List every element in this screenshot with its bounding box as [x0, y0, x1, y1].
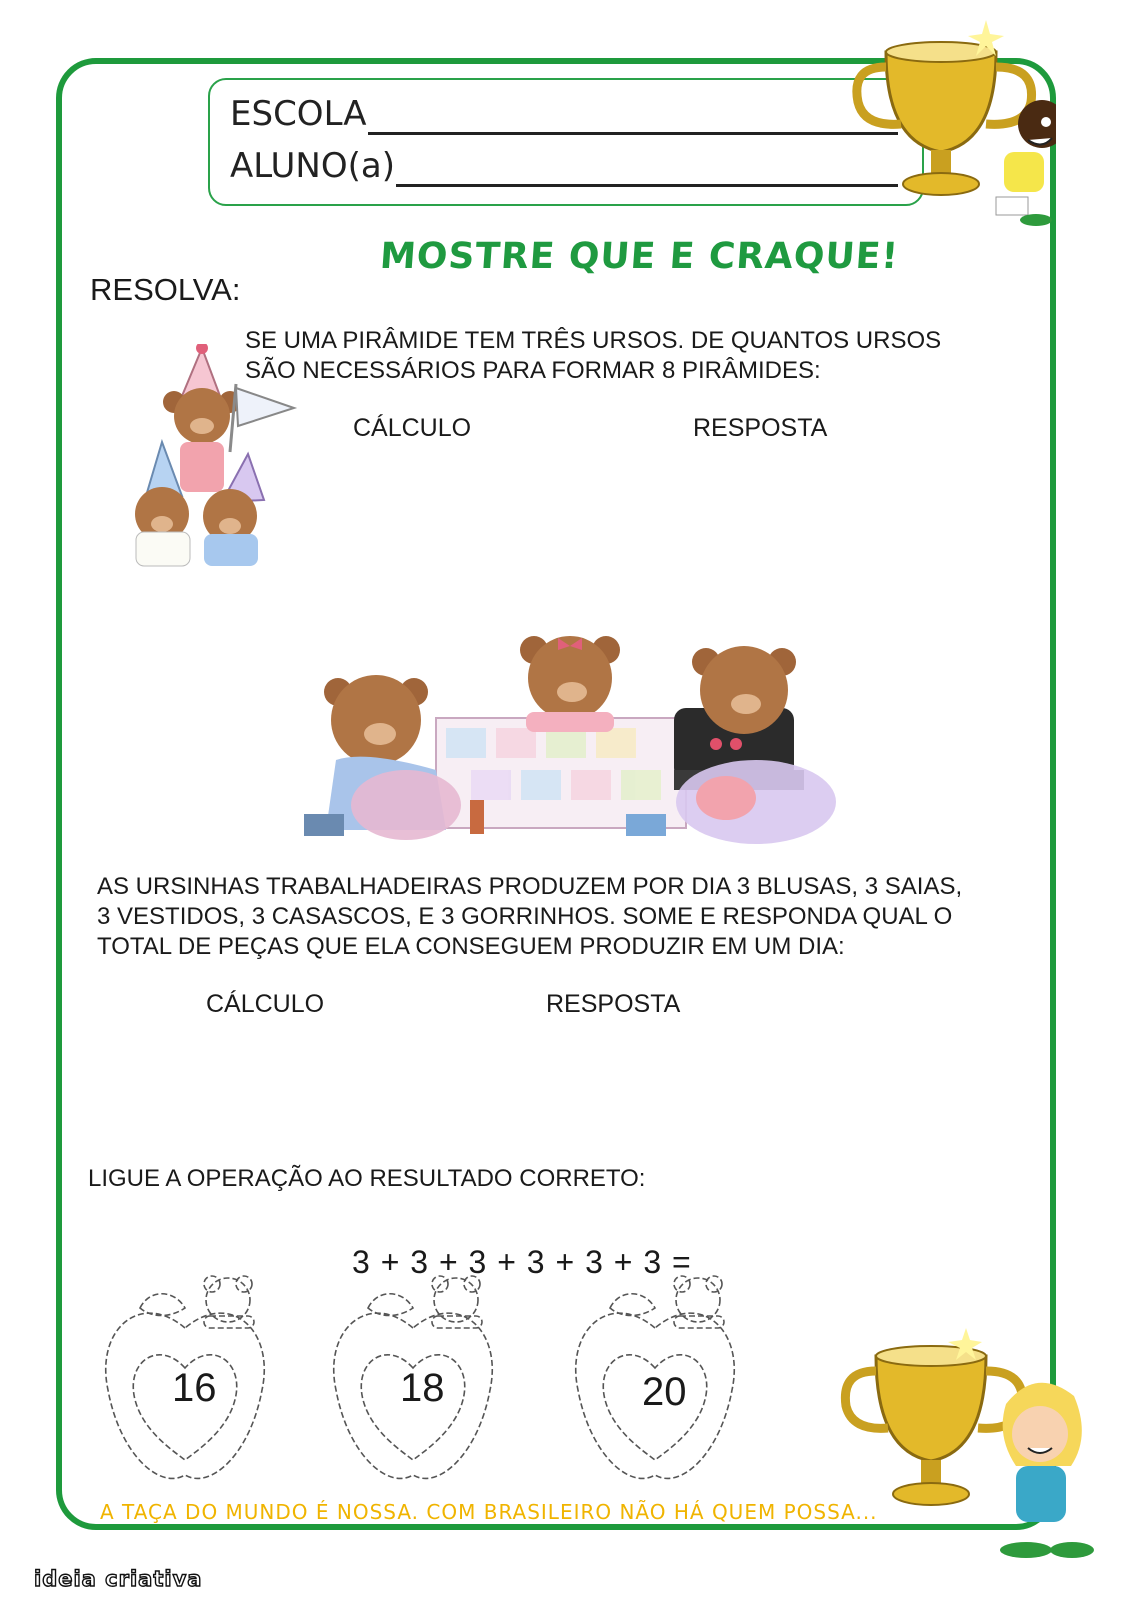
student-label: ALUNO(a)	[230, 146, 395, 186]
problem2-answer-label: RESPOSTA	[546, 990, 681, 1018]
school-label: ESCOLA	[230, 94, 367, 134]
problem1-calc-label: CÁLCULO	[353, 414, 472, 442]
problem1-text	[245, 326, 941, 386]
problem1-answer-label: RESPOSTA	[693, 414, 828, 442]
problem2-text	[97, 872, 962, 962]
trophy-boy-illustration	[846, 12, 1056, 227]
student-name-field[interactable]	[396, 184, 898, 187]
problem1-line-2: SÃO NECESSÁRIOS PARA FORMAR 8 PIRÂMIDES:	[245, 357, 821, 384]
option-20[interactable]: 20	[642, 1370, 687, 1414]
header-box	[208, 78, 924, 206]
problem2-line-2: 3 VESTIDOS, 3 CASASCOS, E 3 GORRINHOS. SOME E RESPONDA QUAL O	[97, 903, 953, 930]
school-name-field[interactable]	[368, 132, 898, 135]
problem2-calc-label: CÁLCULO	[206, 990, 325, 1018]
brand-logo: ideia criativa	[34, 1567, 203, 1591]
option-16[interactable]: 16	[172, 1366, 217, 1410]
footer-slogan: A TAÇA DO MUNDO É NOSSA. COM BRASILEIRO NÃO HÁ QUEM POSSA...	[100, 1500, 878, 1524]
problem1-line-1: SE UMA PIRÂMIDE TEM TRÊS URSOS. DE QUANTOS URSOS	[245, 327, 942, 354]
trophy-girl-illustration	[836, 1326, 1096, 1566]
problem3-instruction: LIGUE A OPERAÇÃO AO RESULTADO CORRETO:	[88, 1165, 646, 1192]
sewing-bears-illustration	[296, 620, 841, 850]
option-18[interactable]: 18	[400, 1366, 445, 1410]
addition-equation: 3 + 3 + 3 + 3 + 3 + 3 =	[352, 1244, 692, 1280]
problem2-line-1: AS URSINHAS TRABALHADEIRAS PRODUZEM POR DIA 3 BLUSAS, 3 SAIAS,	[97, 873, 963, 900]
instruction-resolva: RESOLVA:	[90, 272, 241, 307]
page-title: MOSTRE QUE E CRAQUE!	[378, 236, 901, 277]
problem2-line-3: TOTAL DE PEÇAS QUE ELA CONSEGUEM PRODUZIR EM UM DIA:	[97, 933, 845, 960]
